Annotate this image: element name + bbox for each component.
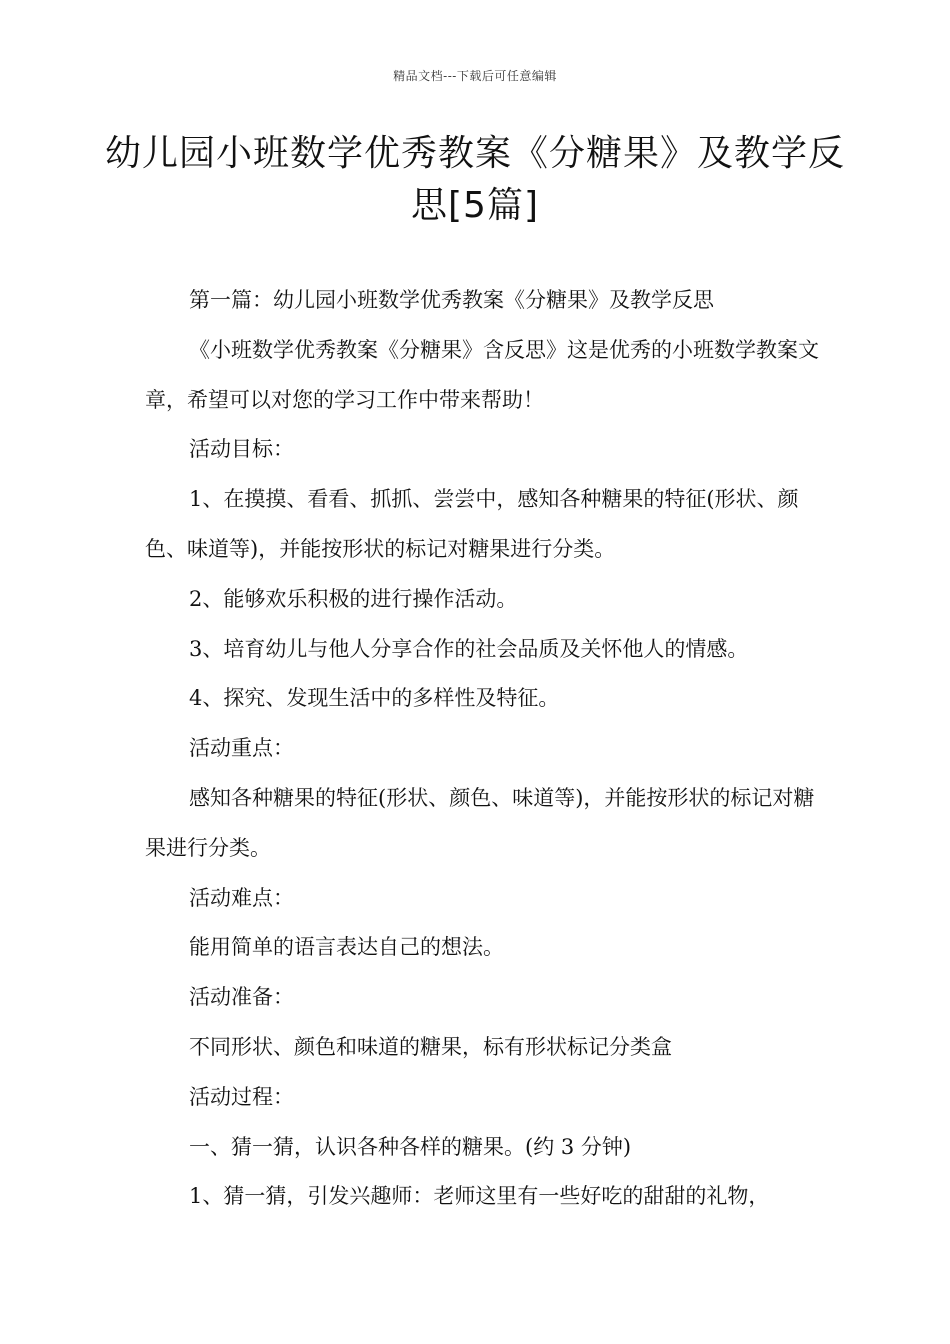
section-heading: 活动重点： (189, 736, 294, 761)
paragraph: 一、猜一猜，认识各种各样的糖果。(约 3 分钟) (189, 1134, 632, 1159)
section-heading: 活动难点： (189, 885, 294, 910)
paragraph: 4、探究、发现生活中的多样性及特征。 (189, 686, 560, 711)
document-body (145, 276, 825, 1222)
section-heading: 活动目标： (189, 437, 294, 462)
section-heading: 活动过程： (189, 1084, 294, 1109)
paragraph: 1、猜一猜，引发兴趣师：老师这里有一些好吃的甜甜的礼物， (189, 1184, 770, 1209)
document-title: 幼儿园小班数学优秀教案《分糖果》及教学反思[5篇] (104, 133, 845, 226)
paragraph: 1、在摸摸、看看、抓抓、尝尝中，感知各种糖果的特征(形状、颜色、味道等)，并能按形状的标记对糖果进行分类。 (145, 487, 799, 561)
paragraph: 《小班数学优秀教案《分糖果》含反思》这是优秀的小班数学教案文章，希望可以对您的学习工作中带来帮助！ (145, 337, 819, 412)
paragraph: 感知各种糖果的特征(形状、颜色、味道等)，并能按形状的标记对糖果进行分类。 (145, 785, 815, 860)
paragraph: 2、能够欢乐积极的进行操作活动。 (189, 586, 518, 611)
paragraph: 不同形状、颜色和味道的糖果，标有形状标记分类盒 (189, 1034, 672, 1059)
section-heading: 活动准备： (189, 985, 294, 1010)
paragraph: 第一篇：幼儿园小班数学优秀教案《分糖果》及教学反思 (189, 288, 714, 312)
paragraph: 3、培育幼儿与他人分享合作的社会品质及关怀他人的情感。 (189, 636, 749, 661)
paragraph: 能用简单的语言表达自己的想法。 (189, 935, 504, 960)
page-header: 精品文档---下载后可任意编辑 (393, 69, 557, 83)
